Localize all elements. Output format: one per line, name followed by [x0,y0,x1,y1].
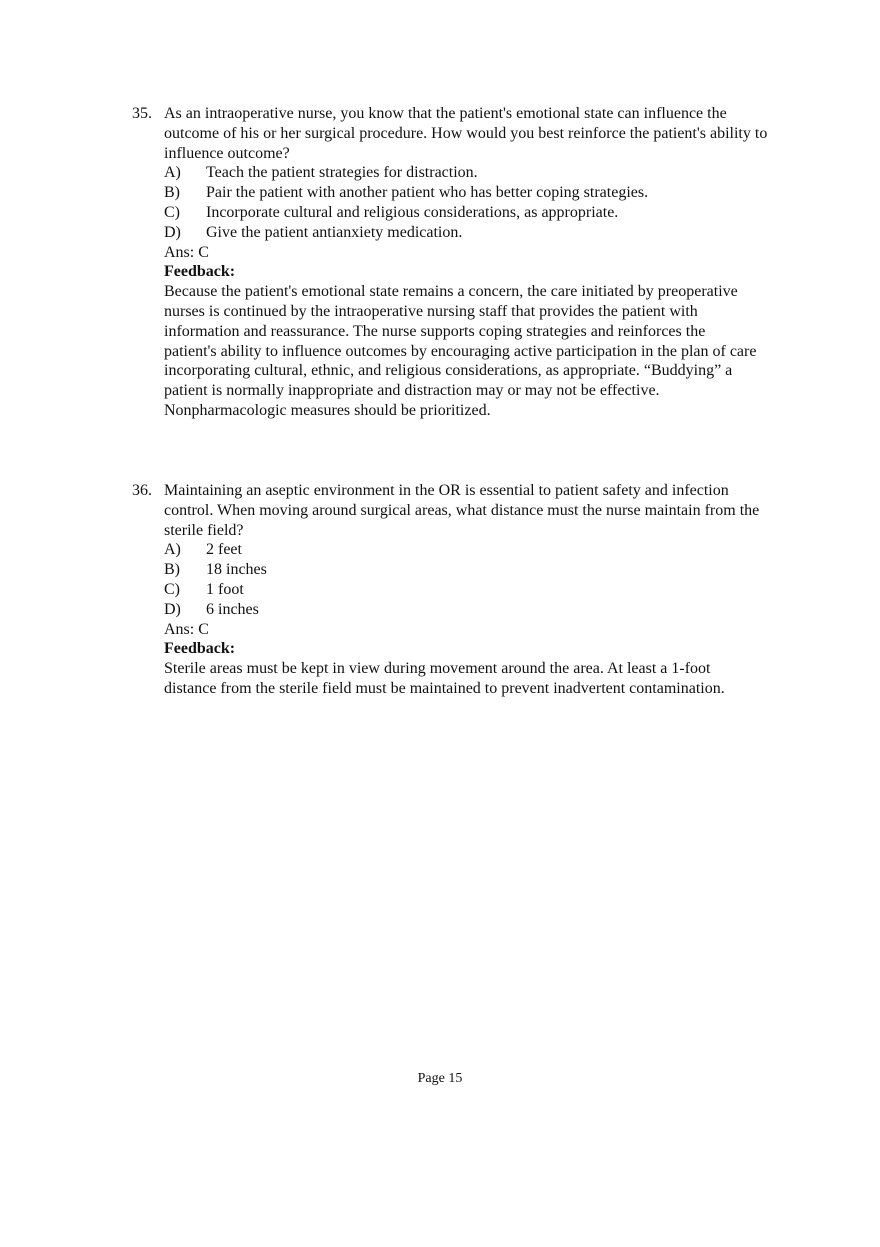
question-stem: As an intraoperative nurse, you know that the patient's emotional state can influence the outcome of his or her surgical procedure. How would you best reinforce the patient's ability to influence outcome? [164,105,768,162]
option-text: Incorporate cultural and religious considerations, as appropriate. [206,203,619,221]
question-header [132,104,782,163]
answer-options [132,163,782,242]
question-number: 36. [132,482,152,499]
option-b [132,560,782,580]
option-letter: B) [164,184,180,202]
option-c [132,203,782,223]
option-text: Give the patient antianxiety medication. [206,223,463,241]
option-text: 2 feet [206,541,242,559]
option-text: 18 inches [206,561,267,579]
option-letter: D) [164,600,181,618]
feedback-heading: Feedback: [164,263,236,281]
option-letter: A) [164,541,181,559]
option-c [132,580,782,600]
option-text: 1 foot [206,580,244,598]
option-letter: C) [164,203,180,221]
option-letter: D) [164,223,181,241]
option-text: Teach the patient strategies for distraction. [206,164,478,182]
option-text: 6 inches [206,600,259,618]
option-b [132,183,782,203]
page-number: Page 15 [417,1071,463,1086]
question-36 [132,481,782,699]
answer-options [132,540,782,619]
question-number: 35. [132,105,152,122]
option-d [132,600,782,620]
option-a [132,540,782,560]
feedback-heading: Feedback: [164,640,236,658]
question-header [132,481,782,540]
question-stem: Maintaining an aseptic environment in the OR is essential to patient safety and infection control. When moving around surgical areas, what distance must the nurse maintain from the sterile field? [164,482,760,539]
option-d [132,223,782,243]
option-letter: C) [164,580,180,598]
answer-line: Ans: C [164,243,209,261]
option-a [132,163,782,183]
question-35 [132,104,782,421]
option-text: Pair the patient with another patient who has better coping strategies. [206,184,649,202]
feedback-text: Sterile areas must be kept in view during movement around the area. At least a 1-foot distance from the sterile field must be maintained to prevent inadvertent contamination. [164,660,725,697]
answer-line: Ans: C [164,620,209,638]
option-letter: A) [164,164,181,182]
option-letter: B) [164,561,180,579]
feedback-text: Because the patient's emotional state remains a concern, the care initiated by preoperative nurses is continued by the intraoperative nursing staff that provides the patient with information and reassurance. The nurse supports coping strategies and reinforces the patient's ability to influence outcomes by encouraging active participation in the plan of care incorporating cultural, ethnic, and religious considerations, as appropriate. “Buddying” a patient is normally inappropriate and distraction may or may not be effective. Nonpharmacologic measures should be prioritized. [164,283,757,419]
